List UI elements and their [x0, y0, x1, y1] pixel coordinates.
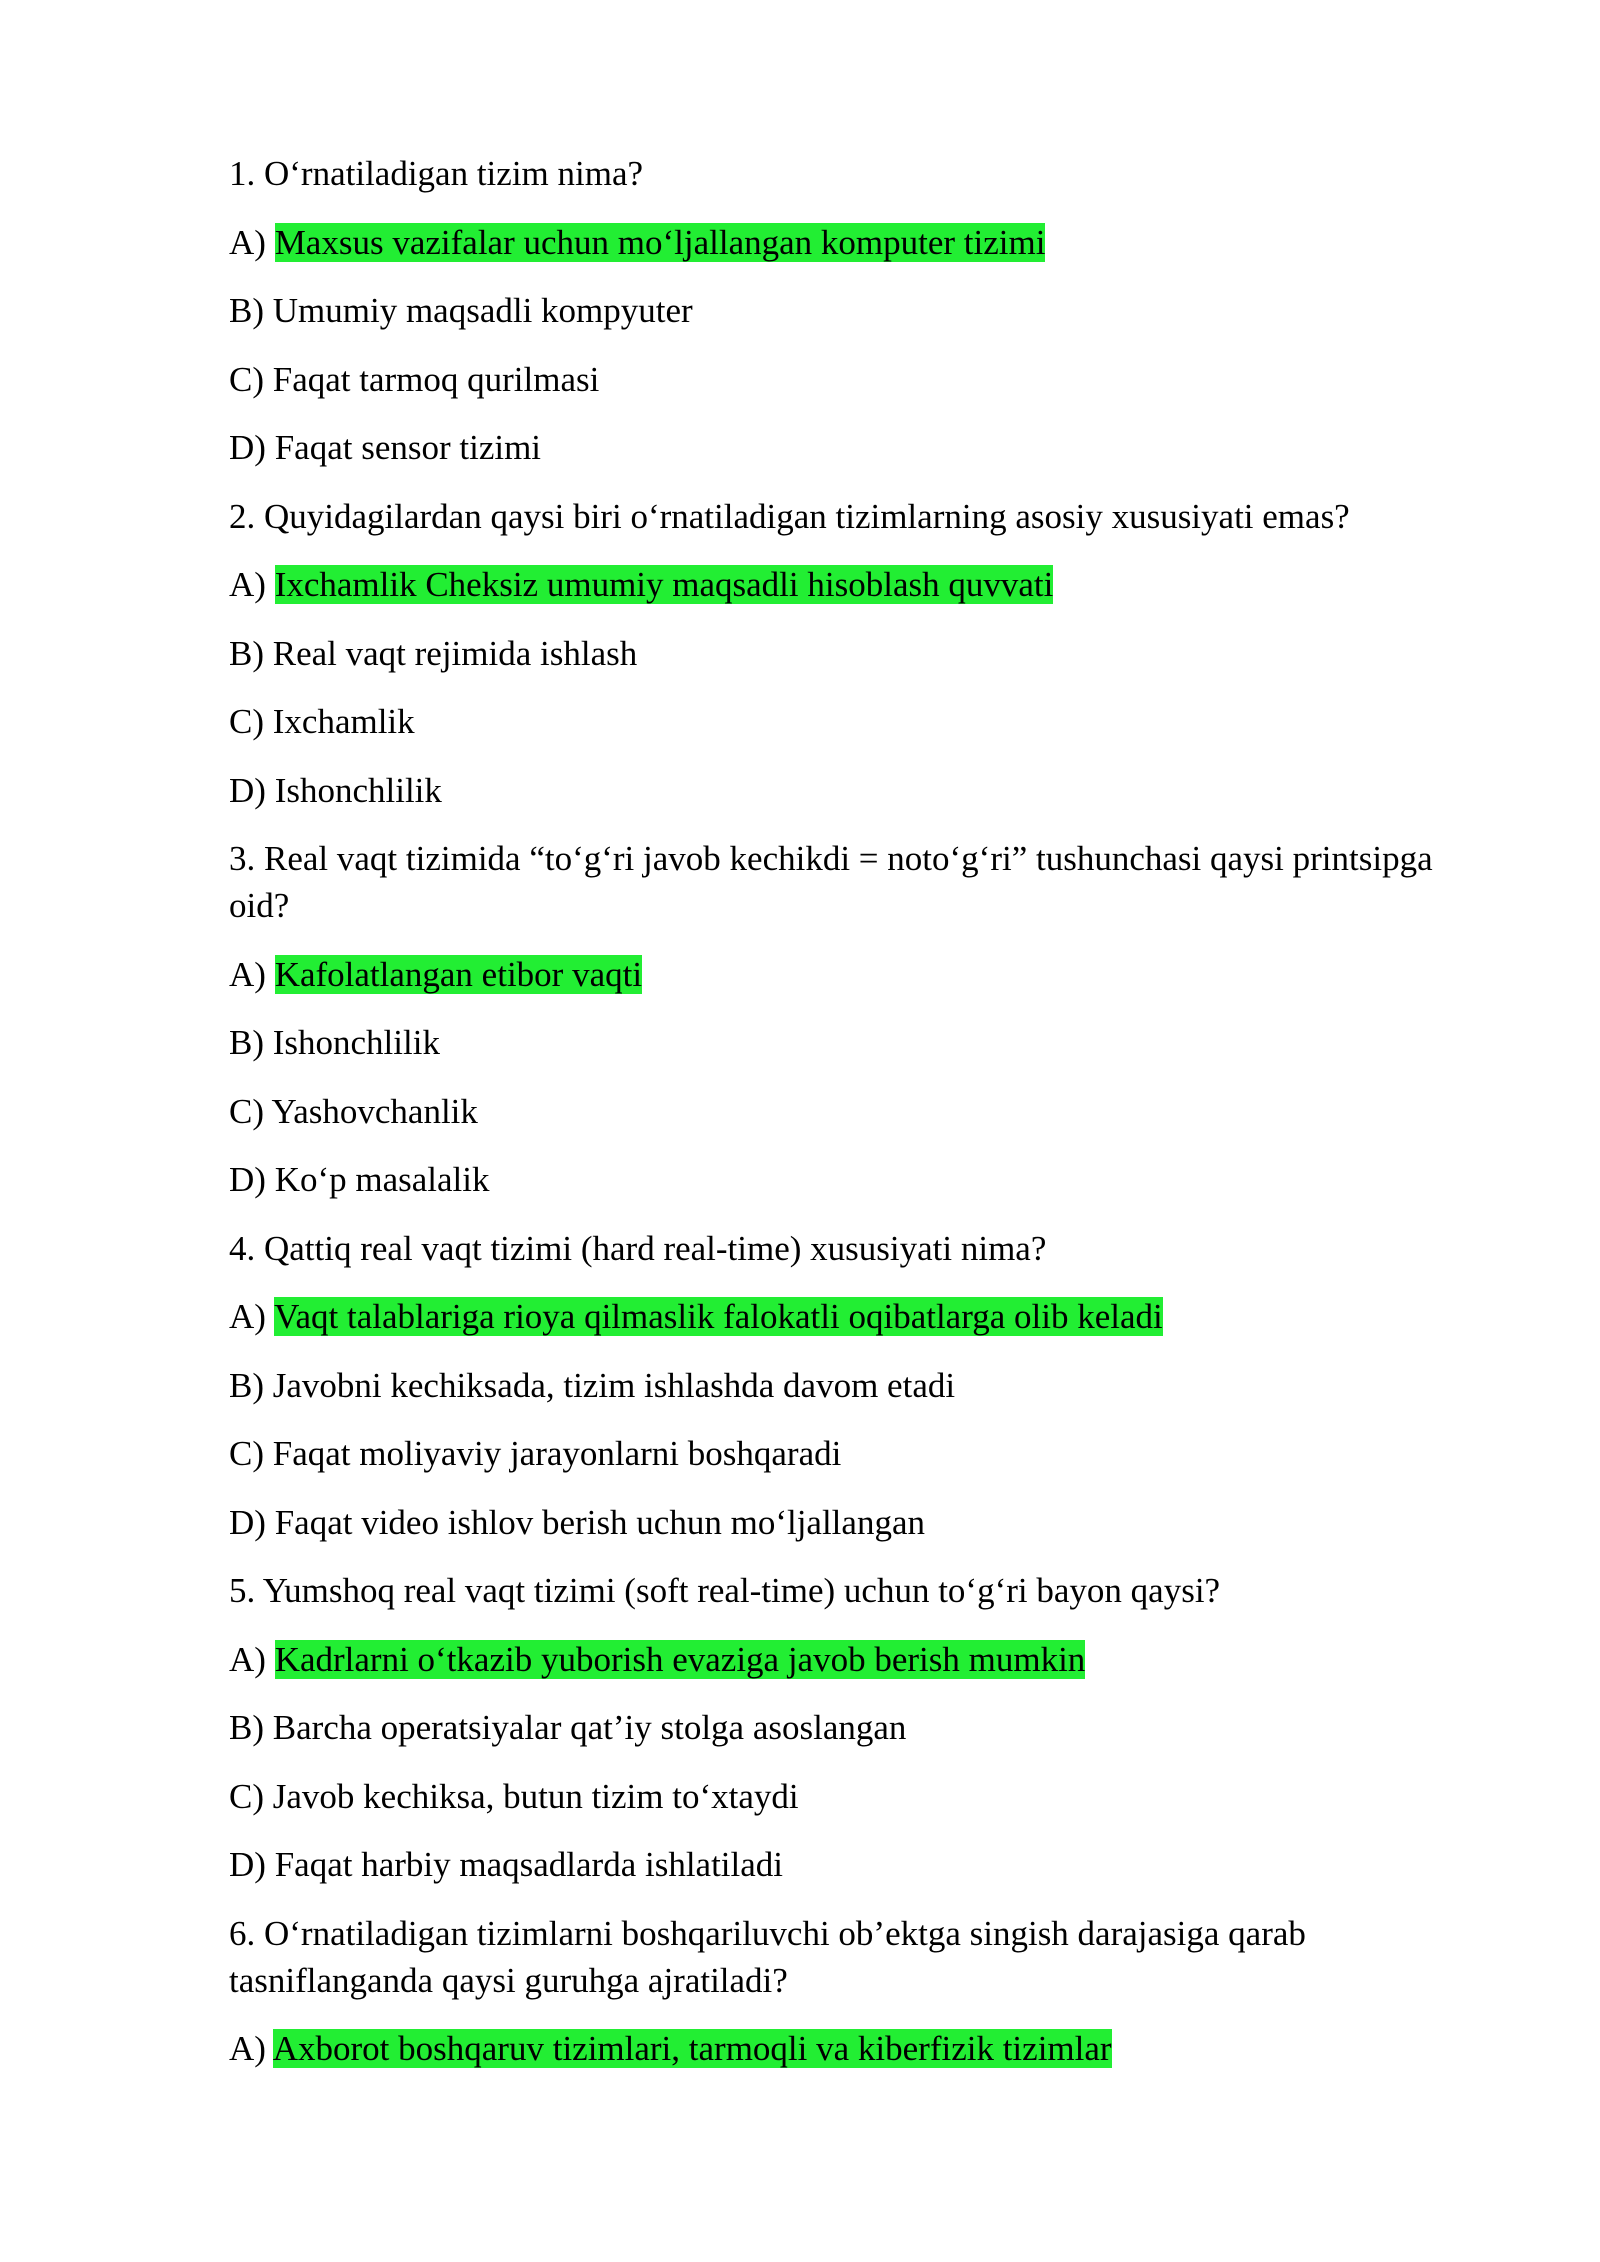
- option-text: Ishonchlilik: [272, 1023, 440, 1062]
- option-letter: C): [229, 359, 273, 399]
- option-text: Real vaqt rejimida ishlash: [272, 633, 638, 673]
- correct-answer-highlight: Vaqt talablariga rioya qilmaslik falokatli oqibatlarga olib keladi: [274, 1297, 1163, 1336]
- option-letter: A): [229, 954, 275, 994]
- option-letter: B): [229, 633, 273, 673]
- option-4a: [229, 1293, 1459, 1340]
- option-letter: D): [229, 770, 275, 810]
- option-1c: [229, 356, 1459, 403]
- option-letter: B): [229, 1365, 273, 1405]
- option-letter: C): [229, 1776, 273, 1816]
- option-letter: B): [229, 1023, 273, 1062]
- option-text: Ishonchlilik: [274, 770, 442, 810]
- option-letter: A): [229, 565, 275, 604]
- option-5a: [229, 1636, 1459, 1683]
- option-letter: C): [229, 702, 273, 741]
- option-text: Faqat tarmoq qurilmasi: [272, 359, 600, 399]
- option-4d: [229, 1499, 1459, 1546]
- question-1: 1. O‘rnatiladigan tizim nima?: [229, 154, 644, 193]
- question-5: 5. Yumshoq real vaqt tizimi (soft real-time) uchun to‘g‘ri bayon qaysi?: [229, 1571, 1221, 1610]
- option-3c: [229, 1088, 1459, 1135]
- option-2c: [229, 698, 1459, 745]
- option-text: Ko‘p masalalik: [274, 1160, 490, 1199]
- option-letter: A): [229, 1297, 275, 1336]
- option-letter: B): [229, 1708, 273, 1747]
- option-letter: C): [229, 1091, 272, 1131]
- option-5b: [229, 1704, 1459, 1751]
- option-letter: A): [229, 2029, 273, 2068]
- option-4b: [229, 1362, 1459, 1409]
- option-text: Faqat harbiy maqsadlarda ishlatiladi: [274, 1845, 784, 1884]
- option-text: Faqat video ishlov berish uchun mo‘ljallangan: [274, 1502, 925, 1542]
- option-letter: D): [229, 428, 275, 467]
- option-letter: D): [229, 1160, 275, 1199]
- question-2: 2. Quyidagilardan qaysi biri o‘rnatiladigan tizimlarning asosiy xususiyati emas?: [229, 496, 1350, 536]
- quiz-document: [229, 150, 1459, 2094]
- option-letter: C): [229, 1434, 273, 1473]
- correct-answer-highlight: Ixchamlik Cheksiz umumiy maqsadli hisoblash quvvati: [274, 565, 1054, 604]
- option-letter: A): [229, 1639, 275, 1679]
- option-5d: [229, 1841, 1459, 1888]
- question-4: 4. Qattiq real vaqt tizimi (hard real-time) xususiyati nima?: [229, 1228, 1047, 1268]
- option-letter: B): [229, 291, 273, 330]
- option-3d: [229, 1156, 1459, 1203]
- option-4c: [229, 1430, 1459, 1477]
- correct-answer-highlight: Kafolatlangan etibor vaqti: [274, 954, 643, 994]
- option-text: Yashovchanlik: [271, 1091, 478, 1131]
- option-letter: A): [229, 222, 275, 262]
- option-3b: [229, 1019, 1459, 1066]
- option-2a: [229, 561, 1459, 608]
- option-text: Faqat sensor tizimi: [274, 428, 542, 467]
- correct-answer-highlight: Kadrlarni o‘tkazib yuborish evaziga javob berish mumkin: [274, 1639, 1086, 1679]
- question-3: 3. Real vaqt tizimida “to‘g‘ri javob kechikdi = noto‘g‘ri” tushunchasi qaysi printsipga oid?: [229, 839, 1433, 925]
- option-1a: [229, 219, 1459, 266]
- question-6: 6. O‘rnatiladigan tizimlarni boshqariluvchi ob’ektga singish darajasiga qarab tasniflanganda qaysi guruhga ajratiladi?: [229, 1913, 1306, 2000]
- correct-answer-highlight: Maxsus vazifalar uchun mo‘ljallangan komputer tizimi: [274, 222, 1046, 262]
- option-text: Javobni kechiksada, tizim ishlashda davom etadi: [272, 1365, 956, 1405]
- option-letter: D): [229, 1502, 275, 1542]
- option-text: Javob kechiksa, butun tizim to‘xtaydi: [272, 1776, 799, 1816]
- option-text: Faqat moliyaviy jarayonlarni boshqaradi: [272, 1434, 842, 1473]
- option-text: Barcha operatsiyalar qat’iy stolga asoslangan: [272, 1708, 907, 1747]
- option-1d: [229, 424, 1459, 471]
- option-letter: D): [229, 1845, 275, 1884]
- option-2b: [229, 630, 1459, 677]
- option-3a: [229, 951, 1459, 998]
- correct-answer-highlight: Axborot boshqaruv tizimlari, tarmoqli va kiberfizik tizimlar: [272, 2029, 1112, 2068]
- option-text: Umumiy maqsadli kompyuter: [272, 291, 693, 330]
- option-5c: [229, 1773, 1459, 1820]
- option-2d: [229, 767, 1459, 814]
- option-1b: [229, 287, 1459, 334]
- option-6a: [229, 2025, 1459, 2072]
- option-text: Ixchamlik: [272, 702, 415, 741]
